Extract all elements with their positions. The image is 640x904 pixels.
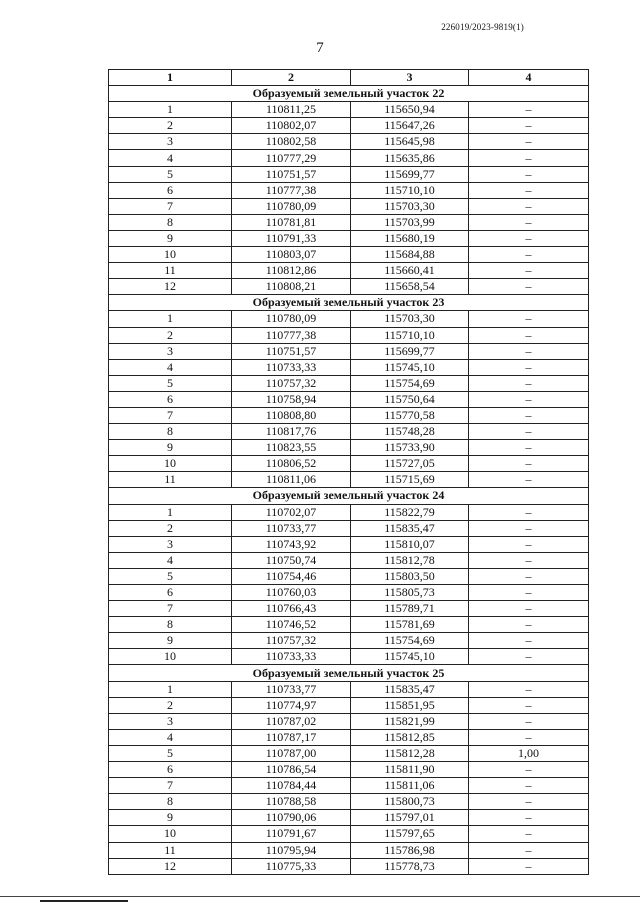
table-row bbox=[109, 633, 589, 649]
y-coordinate-cell: 115770,58 bbox=[351, 407, 469, 423]
x-coordinate-cell: 110733,33 bbox=[232, 359, 351, 375]
y-coordinate-cell: 115647,26 bbox=[351, 118, 469, 134]
x-coordinate-cell: 110791,67 bbox=[232, 826, 351, 842]
accuracy-cell: – bbox=[469, 617, 589, 633]
point-number-cell: 7 bbox=[109, 407, 232, 423]
point-number-cell: 9 bbox=[109, 810, 232, 826]
y-coordinate-cell: 115710,10 bbox=[351, 327, 469, 343]
point-number-cell: 10 bbox=[109, 826, 232, 842]
point-number-cell: 7 bbox=[109, 778, 232, 794]
x-coordinate-cell: 110786,54 bbox=[232, 762, 351, 778]
point-number-cell: 8 bbox=[109, 617, 232, 633]
table-row bbox=[109, 407, 589, 423]
accuracy-cell: – bbox=[469, 729, 589, 745]
x-coordinate-cell: 110808,21 bbox=[232, 279, 351, 295]
section-header-row bbox=[109, 295, 589, 311]
point-number-cell: 10 bbox=[109, 247, 232, 263]
accuracy-cell: – bbox=[469, 504, 589, 520]
accuracy-cell: – bbox=[469, 842, 589, 858]
table-row bbox=[109, 359, 589, 375]
accuracy-cell: – bbox=[469, 375, 589, 391]
point-number-cell: 5 bbox=[109, 375, 232, 391]
column-header-1: 1 bbox=[109, 70, 232, 86]
table-row bbox=[109, 375, 589, 391]
table-row bbox=[109, 552, 589, 568]
point-number-cell: 11 bbox=[109, 842, 232, 858]
section-title: Образуемый земельный участок 25 bbox=[109, 665, 589, 681]
point-number-cell: 9 bbox=[109, 230, 232, 246]
x-coordinate-cell: 110774,97 bbox=[232, 697, 351, 713]
x-coordinate-cell: 110758,94 bbox=[232, 391, 351, 407]
x-coordinate-cell: 110760,03 bbox=[232, 585, 351, 601]
accuracy-cell: – bbox=[469, 826, 589, 842]
point-number-cell: 4 bbox=[109, 359, 232, 375]
point-number-cell: 2 bbox=[109, 697, 232, 713]
table-row bbox=[109, 118, 589, 134]
table-row bbox=[109, 198, 589, 214]
document-id: 226019/2023-9819(1) bbox=[441, 22, 524, 32]
point-number-cell: 8 bbox=[109, 424, 232, 440]
x-coordinate-cell: 110775,33 bbox=[232, 858, 351, 874]
point-number-cell: 1 bbox=[109, 102, 232, 118]
point-number-cell: 3 bbox=[109, 536, 232, 552]
point-number-cell: 5 bbox=[109, 568, 232, 584]
x-coordinate-cell: 110787,17 bbox=[232, 729, 351, 745]
accuracy-cell: – bbox=[469, 681, 589, 697]
y-coordinate-cell: 115803,50 bbox=[351, 568, 469, 584]
x-coordinate-cell: 110812,86 bbox=[232, 263, 351, 279]
table-row bbox=[109, 729, 589, 745]
point-number-cell: 5 bbox=[109, 745, 232, 761]
table-header-row bbox=[109, 70, 589, 86]
point-number-cell: 6 bbox=[109, 182, 232, 198]
y-coordinate-cell: 115811,90 bbox=[351, 762, 469, 778]
table-row bbox=[109, 826, 589, 842]
accuracy-cell: – bbox=[469, 279, 589, 295]
x-coordinate-cell: 110808,80 bbox=[232, 407, 351, 423]
accuracy-cell: – bbox=[469, 794, 589, 810]
accuracy-cell: – bbox=[469, 263, 589, 279]
x-coordinate-cell: 110795,94 bbox=[232, 842, 351, 858]
table-row bbox=[109, 247, 589, 263]
section-header-row bbox=[109, 86, 589, 102]
point-number-cell: 9 bbox=[109, 440, 232, 456]
accuracy-cell: – bbox=[469, 102, 589, 118]
y-coordinate-cell: 115745,10 bbox=[351, 649, 469, 665]
accuracy-cell: – bbox=[469, 134, 589, 150]
x-coordinate-cell: 110790,06 bbox=[232, 810, 351, 826]
point-number-cell: 8 bbox=[109, 794, 232, 810]
accuracy-cell: – bbox=[469, 536, 589, 552]
table-row bbox=[109, 810, 589, 826]
table-row bbox=[109, 263, 589, 279]
y-coordinate-cell: 115805,73 bbox=[351, 585, 469, 601]
point-number-cell: 6 bbox=[109, 762, 232, 778]
y-coordinate-cell: 115812,85 bbox=[351, 729, 469, 745]
x-coordinate-cell: 110733,77 bbox=[232, 520, 351, 536]
y-coordinate-cell: 115810,07 bbox=[351, 536, 469, 552]
y-coordinate-cell: 115699,77 bbox=[351, 343, 469, 359]
y-coordinate-cell: 115703,30 bbox=[351, 311, 469, 327]
table-row bbox=[109, 585, 589, 601]
point-number-cell: 10 bbox=[109, 649, 232, 665]
y-coordinate-cell: 115715,69 bbox=[351, 472, 469, 488]
table-row bbox=[109, 520, 589, 536]
section-header-row bbox=[109, 488, 589, 504]
y-coordinate-cell: 115745,10 bbox=[351, 359, 469, 375]
y-coordinate-cell: 115748,28 bbox=[351, 424, 469, 440]
accuracy-cell: – bbox=[469, 359, 589, 375]
x-coordinate-cell: 110781,81 bbox=[232, 214, 351, 230]
x-coordinate-cell: 110791,33 bbox=[232, 230, 351, 246]
y-coordinate-cell: 115821,99 bbox=[351, 713, 469, 729]
x-coordinate-cell: 110780,09 bbox=[232, 311, 351, 327]
accuracy-cell: – bbox=[469, 713, 589, 729]
accuracy-cell: – bbox=[469, 424, 589, 440]
accuracy-cell: – bbox=[469, 407, 589, 423]
accuracy-cell: – bbox=[469, 327, 589, 343]
y-coordinate-cell: 115754,69 bbox=[351, 633, 469, 649]
x-coordinate-cell: 110702,07 bbox=[232, 504, 351, 520]
table-row bbox=[109, 504, 589, 520]
column-header-3: 3 bbox=[351, 70, 469, 86]
x-coordinate-cell: 110811,25 bbox=[232, 102, 351, 118]
accuracy-cell: – bbox=[469, 247, 589, 263]
x-coordinate-cell: 110751,57 bbox=[232, 343, 351, 359]
accuracy-cell: – bbox=[469, 198, 589, 214]
point-number-cell: 5 bbox=[109, 166, 232, 182]
point-number-cell: 11 bbox=[109, 472, 232, 488]
footer-divider bbox=[0, 896, 640, 897]
y-coordinate-cell: 115835,47 bbox=[351, 520, 469, 536]
table-row bbox=[109, 472, 589, 488]
point-number-cell: 1 bbox=[109, 681, 232, 697]
x-coordinate-cell: 110766,43 bbox=[232, 601, 351, 617]
footer-short-rule bbox=[40, 900, 128, 902]
accuracy-cell: 1,00 bbox=[469, 745, 589, 761]
accuracy-cell: – bbox=[469, 762, 589, 778]
y-coordinate-cell: 115811,06 bbox=[351, 778, 469, 794]
x-coordinate-cell: 110751,57 bbox=[232, 166, 351, 182]
point-number-cell: 1 bbox=[109, 504, 232, 520]
point-number-cell: 8 bbox=[109, 214, 232, 230]
x-coordinate-cell: 110811,06 bbox=[232, 472, 351, 488]
x-coordinate-cell: 110787,00 bbox=[232, 745, 351, 761]
point-number-cell: 12 bbox=[109, 279, 232, 295]
y-coordinate-cell: 115733,90 bbox=[351, 440, 469, 456]
point-number-cell: 4 bbox=[109, 552, 232, 568]
x-coordinate-cell: 110754,46 bbox=[232, 568, 351, 584]
x-coordinate-cell: 110750,74 bbox=[232, 552, 351, 568]
table-row bbox=[109, 568, 589, 584]
y-coordinate-cell: 115797,01 bbox=[351, 810, 469, 826]
table-row bbox=[109, 713, 589, 729]
point-number-cell: 3 bbox=[109, 134, 232, 150]
accuracy-cell: – bbox=[469, 568, 589, 584]
x-coordinate-cell: 110733,77 bbox=[232, 681, 351, 697]
y-coordinate-cell: 115797,65 bbox=[351, 826, 469, 842]
table-row bbox=[109, 311, 589, 327]
table-row bbox=[109, 102, 589, 118]
point-number-cell: 4 bbox=[109, 729, 232, 745]
y-coordinate-cell: 115703,30 bbox=[351, 198, 469, 214]
accuracy-cell: – bbox=[469, 633, 589, 649]
y-coordinate-cell: 115680,19 bbox=[351, 230, 469, 246]
y-coordinate-cell: 115835,47 bbox=[351, 681, 469, 697]
y-coordinate-cell: 115812,78 bbox=[351, 552, 469, 568]
x-coordinate-cell: 110757,32 bbox=[232, 375, 351, 391]
table-row bbox=[109, 649, 589, 665]
table-row bbox=[109, 391, 589, 407]
table-row bbox=[109, 327, 589, 343]
column-header-4: 4 bbox=[469, 70, 589, 86]
accuracy-cell: – bbox=[469, 311, 589, 327]
accuracy-cell: – bbox=[469, 391, 589, 407]
column-header-2: 2 bbox=[232, 70, 351, 86]
accuracy-cell: – bbox=[469, 649, 589, 665]
x-coordinate-cell: 110802,58 bbox=[232, 134, 351, 150]
table-row bbox=[109, 762, 589, 778]
accuracy-cell: – bbox=[469, 150, 589, 166]
table-row bbox=[109, 424, 589, 440]
table-row bbox=[109, 134, 589, 150]
point-number-cell: 2 bbox=[109, 118, 232, 134]
y-coordinate-cell: 115786,98 bbox=[351, 842, 469, 858]
x-coordinate-cell: 110777,29 bbox=[232, 150, 351, 166]
point-number-cell: 3 bbox=[109, 343, 232, 359]
accuracy-cell: – bbox=[469, 343, 589, 359]
accuracy-cell: – bbox=[469, 456, 589, 472]
y-coordinate-cell: 115660,41 bbox=[351, 263, 469, 279]
accuracy-cell: – bbox=[469, 552, 589, 568]
y-coordinate-cell: 115781,69 bbox=[351, 617, 469, 633]
x-coordinate-cell: 110746,52 bbox=[232, 617, 351, 633]
x-coordinate-cell: 110743,92 bbox=[232, 536, 351, 552]
coordinates-table bbox=[108, 69, 589, 875]
table-row bbox=[109, 440, 589, 456]
x-coordinate-cell: 110803,07 bbox=[232, 247, 351, 263]
y-coordinate-cell: 115812,28 bbox=[351, 745, 469, 761]
page-number: 7 bbox=[316, 40, 324, 56]
table-row bbox=[109, 794, 589, 810]
y-coordinate-cell: 115703,99 bbox=[351, 214, 469, 230]
x-coordinate-cell: 110817,76 bbox=[232, 424, 351, 440]
y-coordinate-cell: 115800,73 bbox=[351, 794, 469, 810]
x-coordinate-cell: 110757,32 bbox=[232, 633, 351, 649]
table-row bbox=[109, 166, 589, 182]
x-coordinate-cell: 110777,38 bbox=[232, 182, 351, 198]
x-coordinate-cell: 110788,58 bbox=[232, 794, 351, 810]
y-coordinate-cell: 115789,71 bbox=[351, 601, 469, 617]
y-coordinate-cell: 115822,79 bbox=[351, 504, 469, 520]
x-coordinate-cell: 110806,52 bbox=[232, 456, 351, 472]
point-number-cell: 9 bbox=[109, 633, 232, 649]
table-row bbox=[109, 536, 589, 552]
accuracy-cell: – bbox=[469, 230, 589, 246]
accuracy-cell: – bbox=[469, 520, 589, 536]
section-title: Образуемый земельный участок 24 bbox=[109, 488, 589, 504]
accuracy-cell: – bbox=[469, 440, 589, 456]
accuracy-cell: – bbox=[469, 858, 589, 874]
x-coordinate-cell: 110780,09 bbox=[232, 198, 351, 214]
point-number-cell: 1 bbox=[109, 311, 232, 327]
table-row bbox=[109, 150, 589, 166]
point-number-cell: 12 bbox=[109, 858, 232, 874]
y-coordinate-cell: 115851,95 bbox=[351, 697, 469, 713]
table-row bbox=[109, 617, 589, 633]
section-title: Образуемый земельный участок 22 bbox=[109, 86, 589, 102]
table-row bbox=[109, 745, 589, 761]
point-number-cell: 7 bbox=[109, 601, 232, 617]
table-row bbox=[109, 601, 589, 617]
x-coordinate-cell: 110802,07 bbox=[232, 118, 351, 134]
point-number-cell: 10 bbox=[109, 456, 232, 472]
accuracy-cell: – bbox=[469, 214, 589, 230]
table-row bbox=[109, 456, 589, 472]
point-number-cell: 6 bbox=[109, 391, 232, 407]
y-coordinate-cell: 115778,73 bbox=[351, 858, 469, 874]
table-row bbox=[109, 778, 589, 794]
y-coordinate-cell: 115754,69 bbox=[351, 375, 469, 391]
x-coordinate-cell: 110784,44 bbox=[232, 778, 351, 794]
accuracy-cell: – bbox=[469, 182, 589, 198]
y-coordinate-cell: 115645,98 bbox=[351, 134, 469, 150]
point-number-cell: 11 bbox=[109, 263, 232, 279]
table-body bbox=[109, 86, 589, 875]
section-title: Образуемый земельный участок 23 bbox=[109, 295, 589, 311]
y-coordinate-cell: 115684,88 bbox=[351, 247, 469, 263]
point-number-cell: 4 bbox=[109, 150, 232, 166]
section-header-row bbox=[109, 665, 589, 681]
accuracy-cell: – bbox=[469, 697, 589, 713]
x-coordinate-cell: 110777,38 bbox=[232, 327, 351, 343]
accuracy-cell: – bbox=[469, 118, 589, 134]
point-number-cell: 2 bbox=[109, 520, 232, 536]
table-row bbox=[109, 681, 589, 697]
accuracy-cell: – bbox=[469, 166, 589, 182]
y-coordinate-cell: 115635,86 bbox=[351, 150, 469, 166]
y-coordinate-cell: 115658,54 bbox=[351, 279, 469, 295]
table-row bbox=[109, 697, 589, 713]
y-coordinate-cell: 115727,05 bbox=[351, 456, 469, 472]
y-coordinate-cell: 115750,64 bbox=[351, 391, 469, 407]
table-row bbox=[109, 230, 589, 246]
point-number-cell: 3 bbox=[109, 713, 232, 729]
point-number-cell: 7 bbox=[109, 198, 232, 214]
y-coordinate-cell: 115699,77 bbox=[351, 166, 469, 182]
y-coordinate-cell: 115650,94 bbox=[351, 102, 469, 118]
table-row bbox=[109, 182, 589, 198]
table-row bbox=[109, 214, 589, 230]
accuracy-cell: – bbox=[469, 810, 589, 826]
accuracy-cell: – bbox=[469, 472, 589, 488]
y-coordinate-cell: 115710,10 bbox=[351, 182, 469, 198]
accuracy-cell: – bbox=[469, 601, 589, 617]
x-coordinate-cell: 110733,33 bbox=[232, 649, 351, 665]
table-row bbox=[109, 858, 589, 874]
accuracy-cell: – bbox=[469, 778, 589, 794]
table-row bbox=[109, 279, 589, 295]
point-number-cell: 6 bbox=[109, 585, 232, 601]
point-number-cell: 2 bbox=[109, 327, 232, 343]
table-row bbox=[109, 842, 589, 858]
accuracy-cell: – bbox=[469, 585, 589, 601]
x-coordinate-cell: 110787,02 bbox=[232, 713, 351, 729]
x-coordinate-cell: 110823,55 bbox=[232, 440, 351, 456]
table-row bbox=[109, 343, 589, 359]
